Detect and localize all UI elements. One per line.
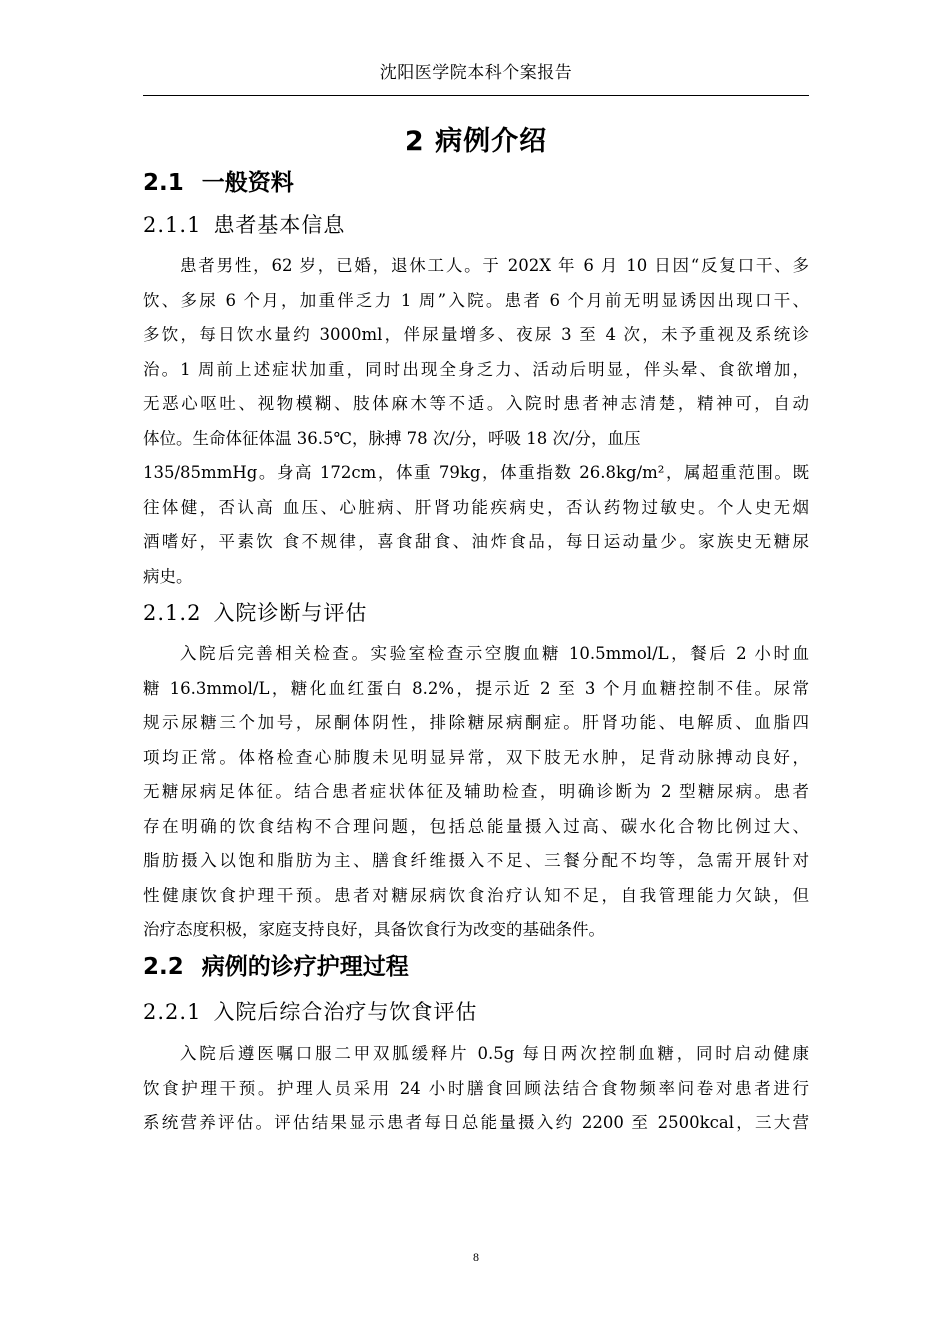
text-line: 无糖尿病足体征。结合患者症状体征及辅助检查，明确诊断为 2 型糖尿病。患者 [143, 782, 809, 801]
section-heading-2-2 [143, 950, 409, 984]
section-title: 一般资料 [201, 170, 294, 196]
chapter-title: 2 病例介绍 [404, 126, 548, 157]
page-number: 8 [473, 1250, 479, 1264]
subsection-title: 患者基本信息 [213, 213, 346, 237]
text-line: 治。1 周前上述症状加重，同时出现全身乏力、活动后明显，伴头晕、食欲增加， [143, 359, 809, 379]
page-header: 沈阳医学院本科个案报告 [379, 63, 573, 83]
text-line: 存在明确的饮食结构不合理问题，包括总能量摄入过高、碳水化合物比例过大、 [143, 816, 809, 836]
text-line: 往体健，否认高 血压、心脏病、肝肾功能疾病史，否认药物过敏史。个人史无烟 [143, 497, 809, 517]
section-number: 2.2 [143, 954, 184, 980]
text-line: 135/85mmHg。身高 172cm，体重 79kg，体重指数 26.8kg/m²，属超重范围。既 [143, 463, 809, 482]
section-heading-2-1 [143, 166, 294, 200]
subsection-number: 2.1.2 [143, 601, 202, 625]
subsection-heading-2-1-1 [143, 209, 345, 241]
text-line: 糖 16.3mmol/L，糖化血红蛋白 8.2%，提示近 2 至 3 个月血糖控制不佳。尿常 [143, 678, 809, 698]
subsection-number: 2.2.1 [143, 1000, 202, 1024]
section-number: 2.1 [143, 170, 184, 196]
text-line: 无恶心呕吐、视物模糊、肢体麻木等不适。入院时患者神志清楚，精神可，自动 [143, 394, 809, 413]
text-line: 性健康饮食护理干预。患者对糖尿病饮食治疗认知不足，自我管理能力欠缺，但 [143, 885, 809, 905]
text-line: 治疗态度积极，家庭支持良好，具备饮食行为改变的基础条件。 [143, 920, 605, 939]
text-line: 入院后遵医嘱口服二甲双胍缓释片 0.5g 每日两次控制血糖，同时启动健康 [180, 1044, 809, 1063]
text-line: 酒嗜好，平素饮 食不规律，喜食甜食、油炸食品，每日运动量少。家族史无糖尿 [143, 532, 809, 551]
text-line: 饮、多尿 6 个月，加重伴乏力 1 周”入院。患者 6 个月前无明显诱因出现口干、 [143, 290, 809, 310]
paragraph-patient-info [143, 249, 809, 594]
subsection-title: 入院后综合治疗与饮食评估 [213, 1000, 478, 1024]
text-line: 脂肪摄入以饱和脂肪为主、膳食纤维摄入不足、三餐分配不均等，急需开展针对 [143, 851, 809, 870]
text-line: 规示尿糖三个加号，尿酮体阴性，排除糖尿病酮症。肝肾功能、电解质、血脂四 [143, 713, 809, 732]
paragraph-treatment [143, 1037, 809, 1141]
paragraph-diagnosis [143, 637, 809, 948]
subsection-heading-2-1-2 [143, 597, 367, 629]
text-line: 饮食护理干预。护理人员采用 24 小时膳食回顾法结合食物频率问卷对患者进行 [143, 1078, 809, 1098]
text-line: 项均正常。体格检查心肺腹未见明显异常，双下肢无水肿，足背动脉搏动良好， [143, 747, 809, 767]
text-line: 多饮，每日饮水量约 3000ml，伴尿量增多、夜尿 3 至 4 次，未予重视及系统诊 [143, 325, 809, 344]
header-divider [143, 95, 809, 96]
subsection-heading-2-2-1 [143, 996, 477, 1028]
text-line: 患者男性，62 岁，已婚，退休工人。于 202X 年 6 月 10 日因“反复口干、多 [180, 256, 809, 275]
section-title: 病例的诊疗护理过程 [201, 954, 409, 980]
text-line: 体位。生命体征体温 36.5℃，脉搏 78 次/分，呼吸 18 次/分，血压 [143, 428, 641, 448]
text-line: 病史。 [143, 566, 193, 586]
subsection-title: 入院诊断与评估 [213, 601, 368, 625]
text-line: 系统营养评估。评估结果显示患者每日总能量摄入约 2200 至 2500kcal，三大营 [143, 1113, 809, 1132]
subsection-number: 2.1.1 [143, 213, 202, 237]
text-line: 入院后完善相关检查。实验室检查示空腹血糖 10.5mmol/L，餐后 2 小时血 [180, 644, 809, 663]
